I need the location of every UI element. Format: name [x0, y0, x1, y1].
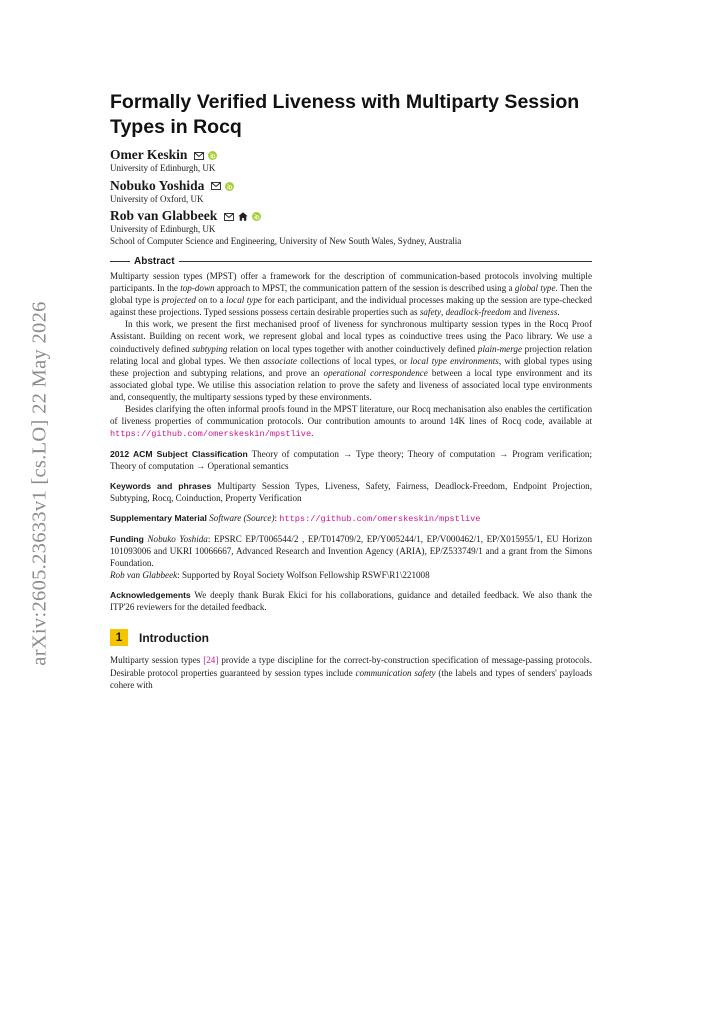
- arxiv-stamp: [18, 292, 62, 674]
- author-name: Nobuko Yoshida: [110, 177, 205, 193]
- author-block: [110, 147, 592, 175]
- acm-label: 2012 ACM Subject Classification: [110, 449, 248, 460]
- affiliation: University of Edinburgh, UK: [110, 224, 216, 234]
- acknowledgements-label: Acknowledgements: [110, 590, 191, 601]
- author-block: [110, 178, 592, 206]
- section-number: 1: [110, 629, 128, 646]
- affiliation: University of Edinburgh, UK: [110, 163, 216, 173]
- orcid-icon[interactable]: [225, 182, 234, 191]
- home-icon[interactable]: [238, 212, 248, 221]
- orcid-icon[interactable]: [252, 212, 261, 221]
- abstract-label: Abstract: [134, 256, 175, 267]
- supplementary-material: Supplementary Material Software (Source): https://github.com/omerskeskin/mpstlive: [110, 513, 481, 525]
- author-block: [110, 208, 592, 247]
- keywords: Keywords and phrases Multiparty Session Types, Liveness, Safety, Fairness, Deadlock-Freedom, Endpoint Projection, Subtyping, Rocq, Coinduction, Property Verification: [110, 481, 592, 504]
- envelope-icon[interactable]: [211, 182, 221, 190]
- section-title: Introduction: [139, 630, 209, 645]
- abstract-paragraph: Multiparty session types (MPST) offer a framework for the description of communication-based protocols involving multiple participants. In the top-down approach to MPST, the communication pattern of the session is described using a global type. Then the global type is projected on to a local type for each participant, and the individual processes making up the session are type-checked against these projections. Typed sessions possess certain desirable properties such as safety, deadlock-freedom and liveness.: [110, 271, 592, 318]
- supplementary-link[interactable]: https://github.com/omerskeskin/mpstlive: [279, 514, 481, 525]
- paper-title: Formally Verified Liveness with Multiparty Session Types in Rocq: [110, 91, 580, 138]
- paper-page: [110, 90, 592, 691]
- keywords-label: Keywords and phrases: [110, 481, 212, 492]
- abstract-heading: [110, 256, 592, 267]
- author-name: Rob van Glabbeek: [110, 208, 218, 223]
- supplementary-label: Supplementary Material: [110, 513, 207, 524]
- heading-rule: [110, 261, 130, 262]
- funding-label: Funding: [110, 534, 144, 545]
- arxiv-identifier: arXiv:2605.23633v1 [cs.LO] 22 May 2026: [28, 300, 51, 666]
- acknowledgements: Acknowledgements We deeply thank Burak Ekici for his collaborations, guidance and detailed feedback. We also thank the ITP'26 reviewers for the detailed feedback.: [110, 590, 593, 613]
- intro-paragraph: Multiparty session types [24] provide a type discipline for the correct-by-construction specification of message-passing protocols. Desirable protocol properties guaranteed by session types include communication safety (the labels and types of senders' payloads cohere with: [110, 655, 592, 690]
- orcid-icon[interactable]: [208, 151, 217, 160]
- funding: Funding Nobuko Yoshida: EPSRC EP/T006544/2 , EP/T014709/2, EP/Y005244/1, EP/V000462/1, EP/X015955/1, EU Horizon 101093006 and UKRI 10066667, Advanced Research and Invention Agency (ARIA), EP/Z533749/1 and a grant from the Simons Foundation. Rob van Glabbeek: Supported by Royal Society Wolfson Fellowship RSWF\R1\221008: [110, 534, 592, 581]
- repository-link[interactable]: https://github.com/omerskeskin/mpstlive: [110, 429, 312, 440]
- envelope-icon[interactable]: [194, 152, 204, 160]
- envelope-icon[interactable]: [224, 213, 234, 221]
- affiliation: School of Computer Science and Engineering, University of New South Wales, Sydney, Australia: [110, 235, 462, 246]
- abstract-paragraph: In this work, we present the first mechanised proof of liveness for synchronous multiparty session types in the Rocq Proof Assistant. Building on recent work, we represent global and local types as coinductive trees using the Paco library. We use a coinductively defined subtyping relation on local types together with another coinductively defined plain-merge projection relation relating local and global types. We then associate collections of local types, or local type environments, with global types using these projection and subtyping relations, and prove an operational correspondence between a local type environment and its associated global type. We utilise this association relation to prove the safety and liveness of associated local type environments and, consequently, the multiparty sessions typed by these environments.: [110, 319, 592, 402]
- section-heading: [110, 629, 592, 646]
- author-name: Omer Keskin: [110, 147, 188, 162]
- acm-classification: 2012 ACM Subject Classification Theory of computation → Type theory; Theory of computation → Program verification; Theory of computation → Operational semantics: [110, 449, 592, 472]
- affiliation: University of Oxford, UK: [110, 193, 204, 204]
- abstract-paragraph: Besides clarifying the often informal proofs found in the MPST literature, our Rocq mechanisation also enables the certification of liveness properties of communication protocols. Our contribution amounts to around 14K lines of Rocq code, available at https://github.com/omerskeskin/mpstlive.: [110, 404, 592, 440]
- citation-link[interactable]: [24]: [203, 655, 219, 666]
- heading-rule: [179, 261, 592, 262]
